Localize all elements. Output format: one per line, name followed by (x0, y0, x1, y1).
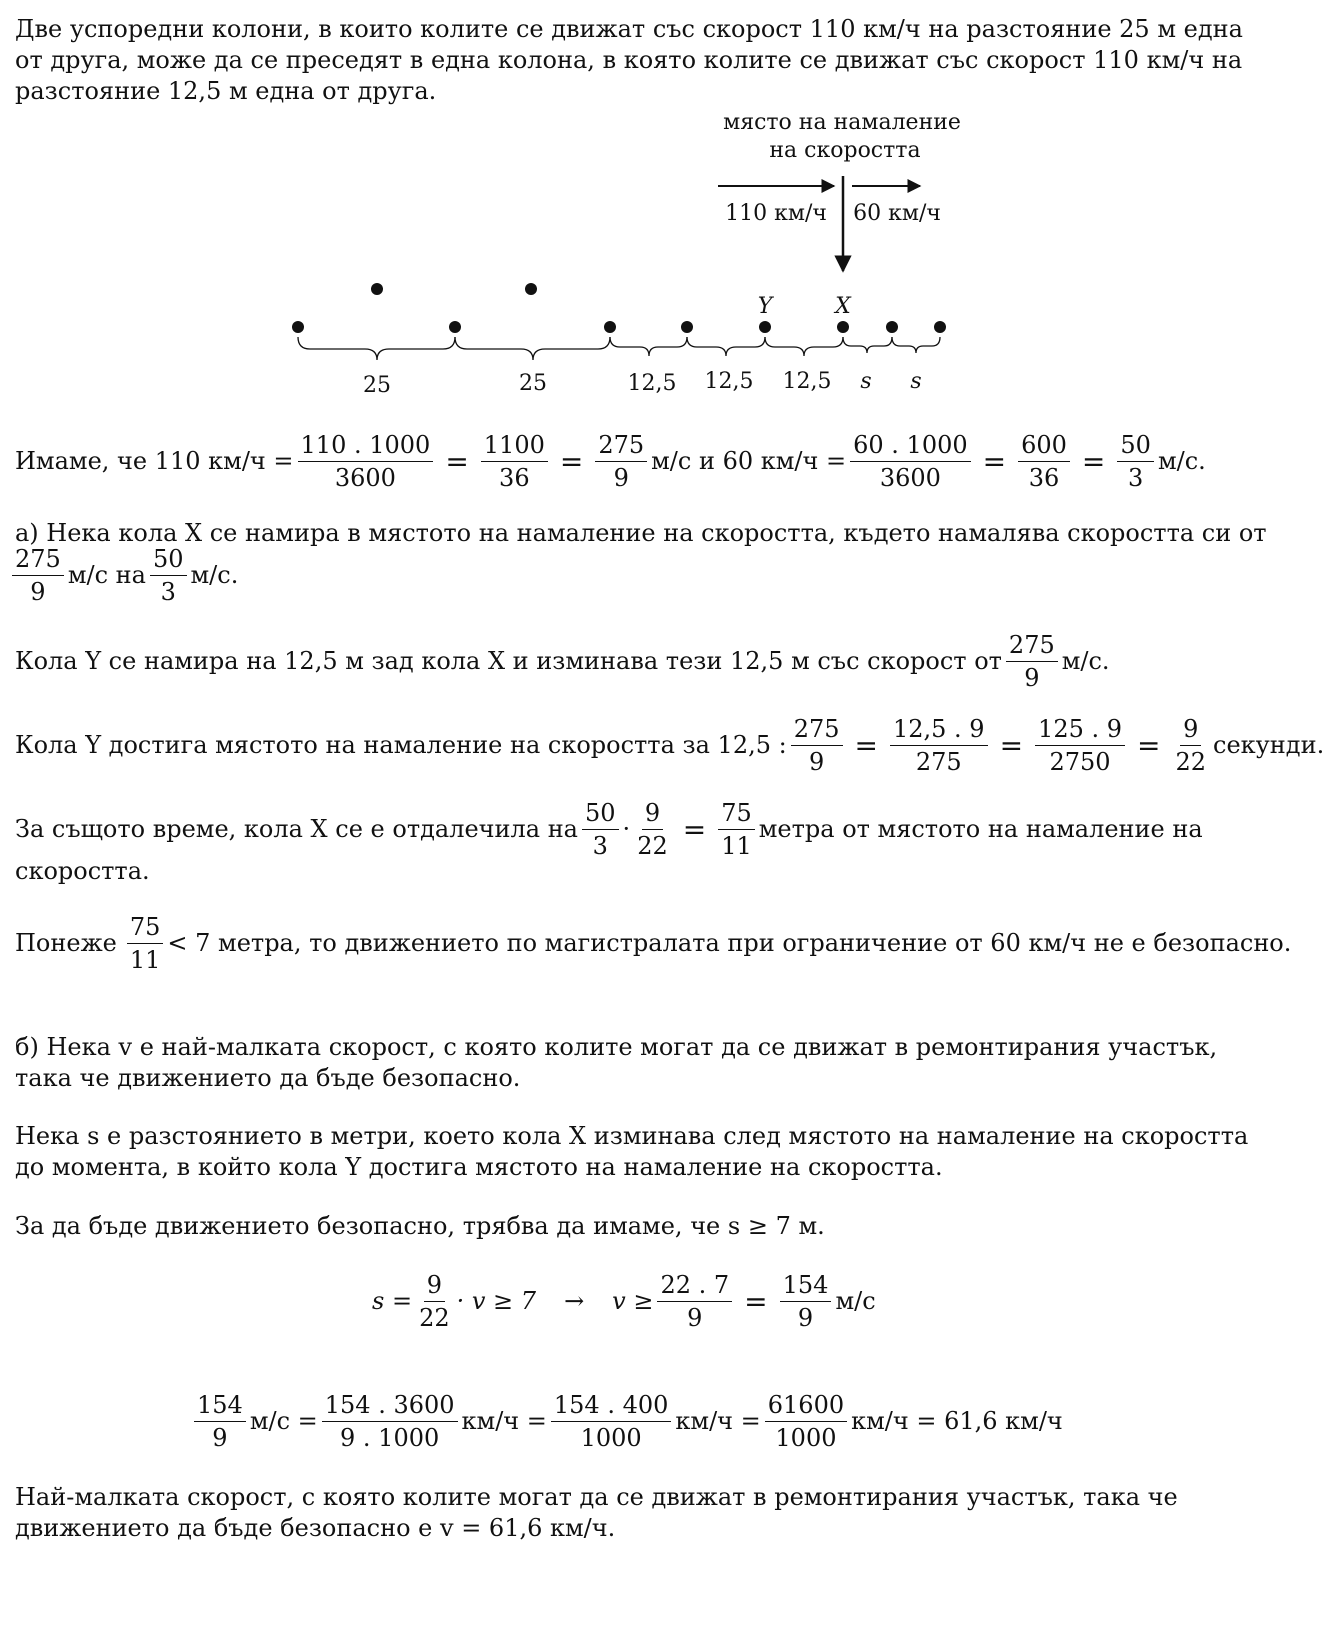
gap-label: 12,5 (704, 369, 754, 394)
brace (843, 337, 892, 353)
brace (610, 337, 687, 356)
gap-label: 25 (363, 373, 391, 398)
equation-2: 154 9 м/с = $\frac{154 . 3600}{9 . 1000}$ км/ч = $\frac{154 . 400}{1000}$ км/ч = $\frac{61600}{1000}$ км/ч = 61,6 км/ч (190, 1392, 1063, 1452)
car-y-line: Кола Y се намира на 12,5 м зад кола X и изминава тези 12,5 м със скорост от 275 9 м/с. (15, 631, 1110, 693)
fraction: $\frac{12,5 . 9}{275}$ (890, 716, 988, 776)
part-b-line3: За да бъде движението безопасно, трябва да имаме, че s ≥ 7 м. (15, 1212, 825, 1240)
car-dot (681, 321, 693, 333)
speed-after-label: 60 км/ч (853, 201, 941, 226)
fraction: 154 9 (194, 1392, 246, 1452)
diagram-label-line2: на скоростта (769, 138, 921, 163)
car-dot (525, 283, 537, 295)
gap-label: 12,5 (627, 371, 677, 396)
fraction: $\frac{9}{22}$ (419, 1271, 450, 1333)
car-dot (886, 321, 898, 333)
fraction: $\frac{154 . 3600}{9 . 1000}$ (322, 1392, 458, 1452)
car-x-label: X (835, 294, 851, 319)
fraction: 50 3 (582, 800, 619, 860)
fraction: $\frac{125 . 9}{2750}$ (1035, 716, 1125, 776)
fraction: 275 9 (1006, 632, 1058, 692)
fraction: $\frac{600}{36}$ (1018, 432, 1070, 492)
car-dot (292, 321, 304, 333)
part-a-line2: 275 9 м/с на 50 3 м/с. (12, 546, 238, 606)
fraction: 50 3 (150, 546, 187, 606)
gap-label: s (910, 369, 922, 394)
fraction: 75 11 (127, 914, 164, 974)
fraction: $\frac{275}{9}$ (595, 432, 647, 492)
distance-line2: скоростта. (15, 857, 150, 885)
brace (892, 337, 940, 353)
car-dot (934, 321, 946, 333)
fraction: $\frac{50}{3}$ (1117, 432, 1154, 492)
fraction: $\frac{110 . 1000}{3600}$ (298, 432, 434, 492)
conversion-line: Имаме, че 110 км/ч = $\frac{110 . 1000}{3600}$ = $\frac{1100}{36}$ = $\frac{275}{9}$ м/с и 60 км/ч = $\frac{60 . 1000}{3600}$ = $\frac{600}{36}$ = $\frac{50}{3}$ м/с. (15, 431, 1206, 493)
part-b-line1: б) Нека v е най-малката скорост, с която колите могат да се движат в ремонтирания участък, така че движението да бъде безопасно. (15, 1033, 1218, 1092)
conclusion-a: Понеже 75 11 < 7 метра, то движението по магистралата при ограничение от 60 км/ч не е безопасно. (15, 913, 1292, 975)
speed-before-label: 110 км/ч (725, 201, 827, 226)
fraction: $\frac{9}{22}$ (1175, 715, 1207, 777)
fraction: $\frac{154 . 400}{1000}$ (551, 1392, 672, 1452)
part-a-line1: а) Нека кола X се намира в мястото на намаление на скоростта, където намалява скоростта си от (15, 519, 1267, 547)
final-answer: Най-малката скорост, с която колите могат да се движат в ремонтирания участък, така че движението да бъде безопасно е v = 61,6 км/ч. (15, 1483, 1178, 1542)
distance-line: За същото време, кола X се е отдалечила на 50 3 · $\frac{9}{22}$ = $\frac{75}{11}$ метра от мястото на намаление на (15, 799, 1203, 861)
brace (455, 337, 610, 360)
car-dot-y (759, 321, 771, 333)
fraction: $\frac{9}{22}$ (637, 799, 668, 861)
car-dot (371, 283, 383, 295)
gap-label: 25 (519, 371, 547, 396)
car-dot-x (837, 321, 849, 333)
equation-1: s = $\frac{9}{22}$ · v ≥ 7 → v ≥ $\frac{22 . 7}{9}$ = $\frac{154}{9}$ м/с (372, 1271, 876, 1333)
brace (687, 337, 765, 356)
brace (765, 337, 843, 356)
time-line: Кола Y достига мястото на намаление на скоростта за 12,5 : $\frac{275}{9}$ = $\frac{12,5 . 9}{275}$ = $\frac{125 . 9}{2750}$ = $\frac{9}{22}$ секунди. (15, 715, 1324, 777)
car-dot (449, 321, 461, 333)
fraction: $\frac{61600}{1000}$ (765, 1392, 847, 1452)
fraction: 275 9 (12, 546, 64, 606)
fraction: $\frac{275}{9}$ (791, 716, 843, 776)
car-dot (604, 321, 616, 333)
brace (298, 337, 455, 360)
diagram-label-line1: място на намаление (723, 110, 961, 135)
car-y-label: Y (757, 294, 773, 319)
part-b-line2: Нека s е разстоянието в метри, което кола X изминава след мястото на намаление на скоростта до момента, в който кола Y достига мястото на намаление на скоростта. (15, 1122, 1249, 1181)
gap-label: 12,5 (782, 369, 832, 394)
gap-label: s (860, 369, 872, 394)
fraction: $\frac{22 . 7}{9}$ (657, 1272, 732, 1332)
fraction: $\frac{60 . 1000}{3600}$ (850, 432, 971, 492)
traffic-diagram (280, 105, 980, 410)
intro-paragraph: Две успоредни колони, в които колите се движат със скорост 110 км/ч на разстояние 25 м една от друга, може да се преседят в една колона, в която колите се движат със скорост 110 км/ч на разстояние 12,5 м една от друга. (15, 15, 1243, 105)
fraction: $\frac{75}{11}$ (718, 800, 755, 860)
fraction: $\frac{1100}{36}$ (481, 432, 548, 492)
fraction: $\frac{154}{9}$ (780, 1272, 832, 1332)
